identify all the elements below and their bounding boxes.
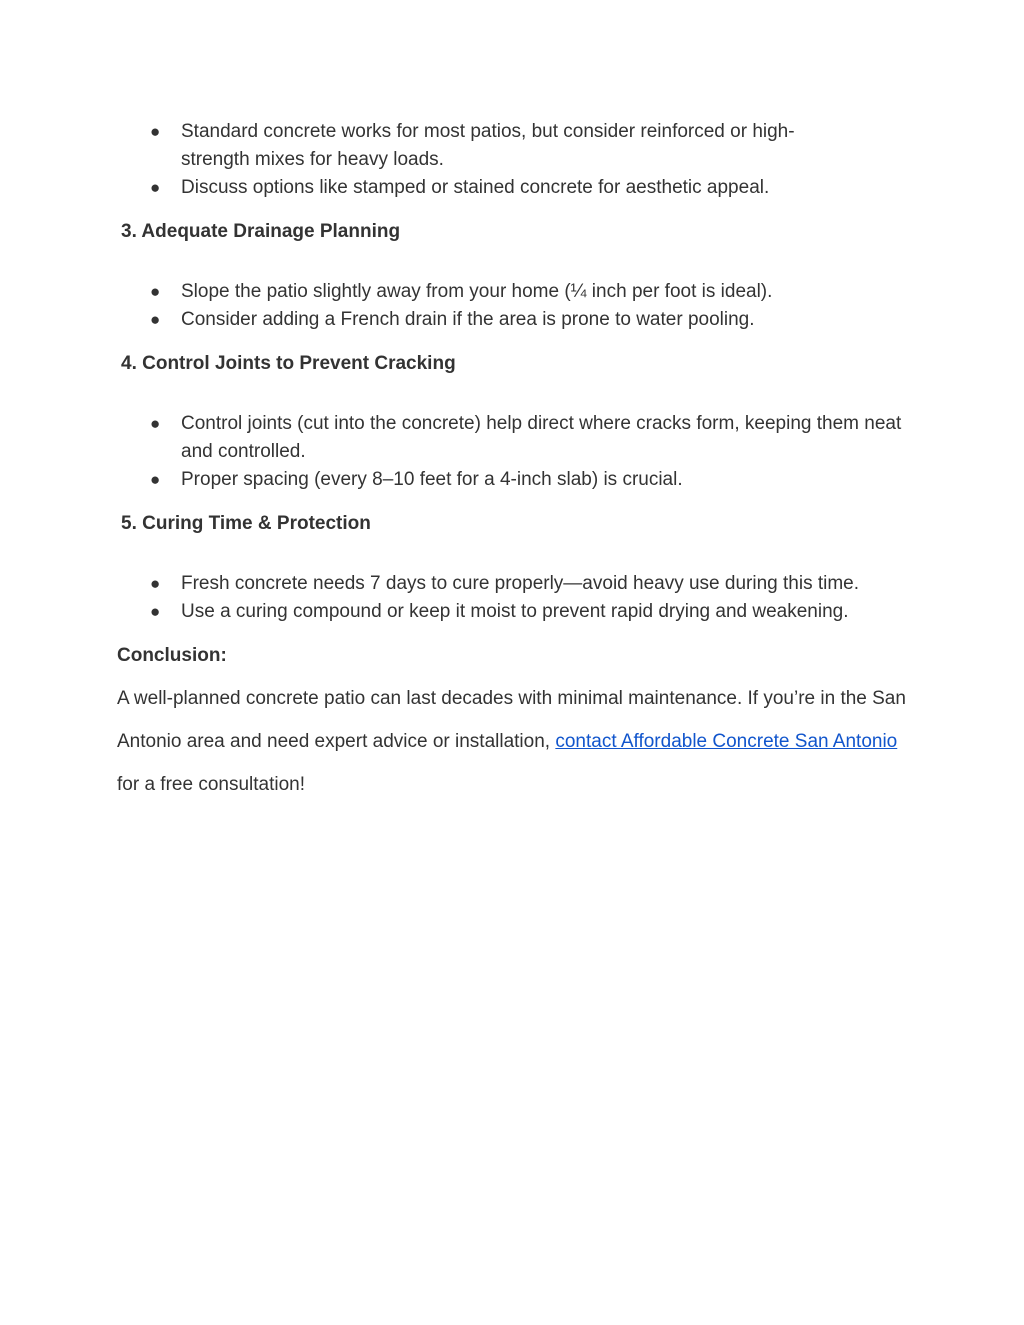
list-item-text: Fresh concrete needs 7 days to cure properly—avoid heavy use during this time.: [181, 573, 860, 594]
section5-bullet-list: [150, 570, 910, 626]
bullet-icon: ●: [150, 470, 161, 489]
conclusion-heading: Conclusion:: [117, 645, 227, 666]
list-item-text: Proper spacing (every 8–10 feet for a 4-inch slab) is crucial.: [181, 469, 683, 490]
conclusion-paragraph: [117, 677, 907, 806]
section5-heading: 5. Curing Time & Protection: [121, 513, 371, 534]
section4-bullet-list: [150, 410, 910, 494]
bullet-icon: ●: [150, 602, 161, 621]
contact-link[interactable]: contact Affordable Concrete San Antonio: [555, 731, 898, 752]
list-item: [150, 410, 910, 466]
conclusion-text-before-link: A well-planned concrete patio can last decades with minimal maintenance. If you’re in the San Antonio area and need expert advice or installation,: [117, 688, 906, 752]
list-item: [150, 118, 801, 174]
list-item-text: Control joints (cut into the concrete) help direct where cracks form, keeping them neat and controlled.: [181, 413, 902, 462]
bullet-icon: ●: [150, 310, 161, 329]
section4-heading: 4. Control Joints to Prevent Cracking: [121, 353, 456, 374]
list-item-text: Consider adding a French drain if the area is prone to water pooling.: [181, 309, 755, 330]
section3-bullet-list: [150, 278, 910, 334]
list-item: [150, 278, 910, 306]
list-item: [150, 174, 910, 202]
bullet-icon: ●: [150, 282, 161, 301]
bullet-icon: ●: [150, 178, 161, 197]
section2-bullet-list: [150, 118, 910, 202]
bullet-icon: ●: [150, 414, 161, 433]
list-item: [150, 306, 910, 334]
list-item-text: Use a curing compound or keep it moist to prevent rapid drying and weakening.: [181, 601, 849, 622]
bullet-icon: ●: [150, 574, 161, 593]
list-item-text: Standard concrete works for most patios, but consider reinforced or high-strength mixes for heavy loads.: [181, 121, 795, 170]
list-item: [150, 598, 910, 626]
list-item-text: Slope the patio slightly away from your home (¼ inch per foot is ideal).: [181, 281, 773, 302]
conclusion-text-after-link: for a free consultation!: [117, 774, 305, 795]
section3-heading: 3. Adequate Drainage Planning: [121, 221, 401, 242]
list-item: [150, 466, 910, 494]
list-item: [150, 570, 910, 598]
bullet-icon: ●: [150, 122, 161, 141]
list-item-text: Discuss options like stamped or stained concrete for aesthetic appeal.: [181, 177, 770, 198]
